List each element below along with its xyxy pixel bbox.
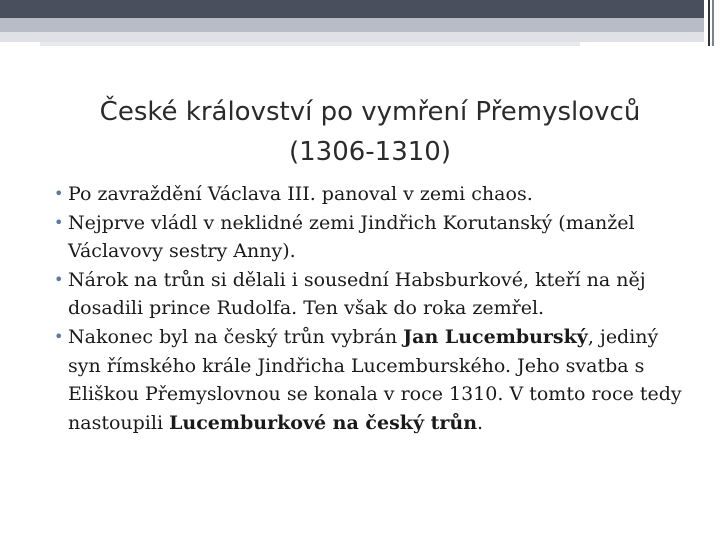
bullet-text-part2: , jediný syn římského krále Jindřicha Lucemburského. Jeho svatba s Eliškou Přemyslovnou se konala v roce 1310. V tomto roce tedy nastoupili: [68, 325, 682, 434]
bullet-item: [10, 180, 690, 209]
bullet-text-part3: .: [477, 411, 484, 434]
bullet-item: [10, 266, 690, 323]
bullet-text: Nejprve vládl v neklidné zemi Jindřich Korutanský (manžel Václavovy sestry Anny).: [68, 211, 635, 263]
edge-line-light: [712, 0, 714, 46]
slide-title-line1: České království po vymření Přemyslovců: [99, 97, 641, 127]
header-bar-pale: [0, 32, 704, 42]
slide-title-line2: (1306-1310): [288, 137, 451, 167]
header-stripe: [40, 42, 580, 46]
bullet-text: Nárok na trůn si dělali i sousední Habsburkové, kteří na něj dosadili prince Rudolfa. Ten však do roka zemřel.: [68, 268, 646, 320]
slide-title: [40, 92, 700, 172]
header-bar-light: [0, 18, 704, 32]
bullet-icon: •: [54, 212, 64, 232]
bullet-icon: •: [54, 326, 64, 346]
bullet-text-part1: Nakonec byl na český trůn vybrán: [68, 325, 404, 348]
bullet-icon: •: [54, 184, 64, 203]
bullet-text: Po zavraždění Václava III. panoval v zemi chaos.: [68, 183, 533, 205]
bullet-icon: •: [54, 269, 64, 289]
header-edge-accent: [704, 0, 720, 46]
bullet-text-bold1: Jan Lucemburský: [403, 325, 588, 348]
bullet-list: [10, 180, 690, 437]
bullet-text-bold2: Lucemburkové na český trůn: [169, 411, 478, 434]
edge-line-dark: [708, 0, 710, 46]
bullet-item: [10, 323, 690, 437]
bullet-item: [10, 209, 690, 266]
header-bar-dark: [0, 0, 704, 18]
